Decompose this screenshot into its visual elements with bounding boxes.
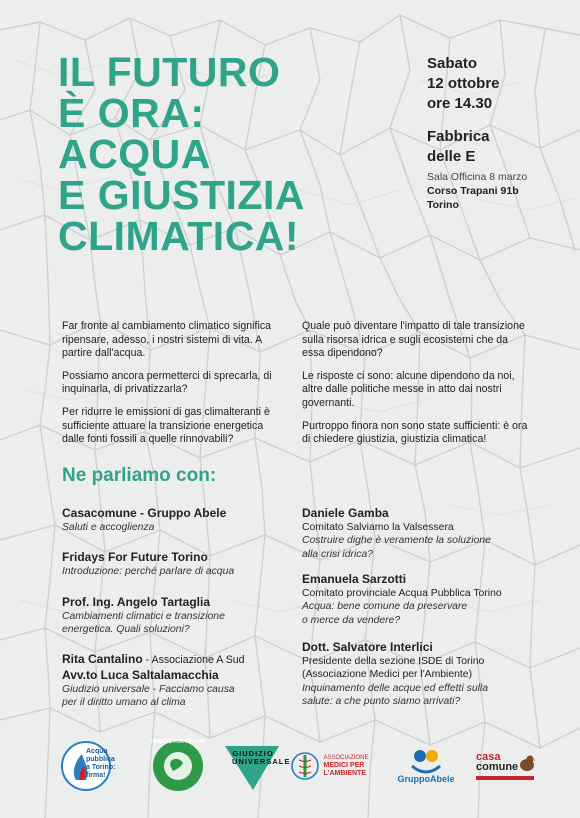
speaker-role: Comitato Salviamo la Valsessera	[302, 522, 454, 533]
intro-paragraph: Le risposte ci sono: alcune dipendono da noi, altre dalle politiche messe in atto dai nostri governanti.	[302, 369, 515, 409]
speaker-name-secondary: Avv.to Luca Saltalamacchia	[62, 668, 219, 682]
speaker-name: Daniele Gamba	[302, 506, 389, 520]
title-line: E GIUSTIZIA	[58, 172, 305, 218]
isde-logo	[288, 736, 373, 796]
people-icon	[410, 748, 442, 774]
logo-text: casa	[476, 751, 501, 763]
logo-text: L'AMBIENTE	[323, 770, 366, 777]
speaker-name: Emanuela Sarzotti	[302, 572, 407, 586]
fridays-for-future-logo	[148, 736, 208, 796]
intro-paragraph: Quale può diventare l'impatto di tale transizione sulla risorsa idrica e sugli ecosistemi che da essa dipendono?	[302, 320, 525, 360]
event-city: Torino	[427, 199, 459, 211]
event-info	[427, 54, 567, 212]
event-room: Sala Officina 8 marzo	[427, 171, 528, 183]
gruppo-abele-logo	[394, 736, 458, 796]
globe-icon	[151, 739, 205, 793]
speaker-association: - Associazione A Sud	[142, 654, 245, 666]
intro-paragraph: Possiamo ancora permetterci di sprecarla, di inquinarla, di privatizzarla?	[62, 369, 272, 396]
intro-paragraph: Far fronte al cambiamento climatico significa ripensare, adesso, i nostri sistemi di vita. A partire dall'acqua.	[62, 320, 272, 360]
intro-paragraph: Purtroppo finora non sono state sufficienti: è ora di chiedere giustizia, giustizia climatica!	[302, 419, 528, 446]
speaker-name	[62, 652, 292, 668]
acqua-pubblica-logo	[56, 736, 116, 796]
speaker-name: Dott. Salvatore Interlici	[302, 640, 433, 654]
event-address: Corso Trapani 91b	[427, 185, 519, 197]
title-line: IL FUTURO	[58, 49, 281, 95]
page-title	[58, 49, 348, 259]
logo-text: comune	[476, 761, 519, 773]
speaker-entry	[62, 652, 292, 710]
logo-text: GruppoAbele	[397, 774, 455, 784]
event-date: 12 ottobre	[427, 75, 500, 92]
speaker-talk: Costruire dighe è veramente la soluzione alla crisi idrica?	[302, 535, 491, 560]
logo-text: FRIDAYS FOR FUTURE	[150, 739, 206, 745]
speaker-name: Fridays For Future Torino	[62, 550, 208, 564]
triangle-icon	[221, 740, 291, 792]
speaker-talk: Saluti e accoglienza	[62, 522, 155, 533]
speaker-name: Prof. Ing. Angelo Tartaglia	[62, 595, 211, 609]
logo-text: Acqua pubblica a Torino: firma!	[86, 748, 116, 779]
speaker-talk: Introduzione: perché parlare di acqua	[62, 566, 235, 577]
speaker-entry	[302, 572, 532, 627]
speaker-entry	[302, 506, 522, 561]
giudizio-universale-logo	[218, 736, 291, 796]
intro-paragraph: Per ridurre le emissioni di gas climalteranti è sufficiente attuare la transizione energetica dalle fonti fossili a quelle rinnovabili?	[62, 405, 270, 446]
event-day: Sabato	[427, 55, 478, 72]
speaker-entry	[62, 550, 292, 578]
intro-right-column	[302, 320, 532, 456]
intro-left-column	[62, 320, 284, 456]
title-line: ACQUA	[58, 131, 211, 177]
event-time: ore 14.30	[427, 95, 493, 112]
partner-logos	[48, 736, 548, 796]
speaker-talk: Cambiamenti climatici e transizione energetica. Quali soluzioni?	[62, 611, 225, 636]
title-line: È ORA:	[58, 90, 205, 136]
speaker-talk: Acqua: bene comune da preservare o merce da vendere?	[302, 601, 468, 626]
title-line: CLIMATICA!	[58, 213, 300, 259]
speaker-name: Casacomune - Gruppo Abele	[62, 506, 227, 520]
event-venue-line2: delle E	[427, 148, 476, 165]
casacomune-logo	[476, 736, 538, 796]
logo-text: MEDICI PER	[323, 762, 365, 769]
speakers-heading: Ne parliamo con:	[62, 465, 217, 486]
speaker-talk: Giudizio universale - Facciamo causa per il diritto umano al clima	[62, 684, 235, 709]
speaker-name-main: Rita Cantalino	[62, 652, 143, 666]
logo-bar	[476, 776, 534, 780]
speaker-talk: Inquinamento delle acque ed effetti sulla salute: a che punto siamo arrivati?	[302, 682, 489, 708]
speaker-entry	[302, 640, 517, 709]
caduceus-icon	[290, 749, 320, 783]
event-venue-line1: Fabbrica	[427, 128, 490, 145]
speaker-entry	[62, 595, 262, 637]
speaker-role: Comitato provinciale Acqua Pubblica Torino	[302, 588, 502, 599]
logo-text: GIUDIZIO UNIVERSALE	[232, 749, 291, 766]
bird-icon	[518, 753, 536, 773]
logo-text: ASSOCIAZIONE	[323, 755, 369, 761]
speaker-entry	[62, 506, 292, 534]
speaker-role: Presidente della sezione ISDE di Torino (Associazione Medici per l'Ambiente)	[302, 656, 485, 681]
